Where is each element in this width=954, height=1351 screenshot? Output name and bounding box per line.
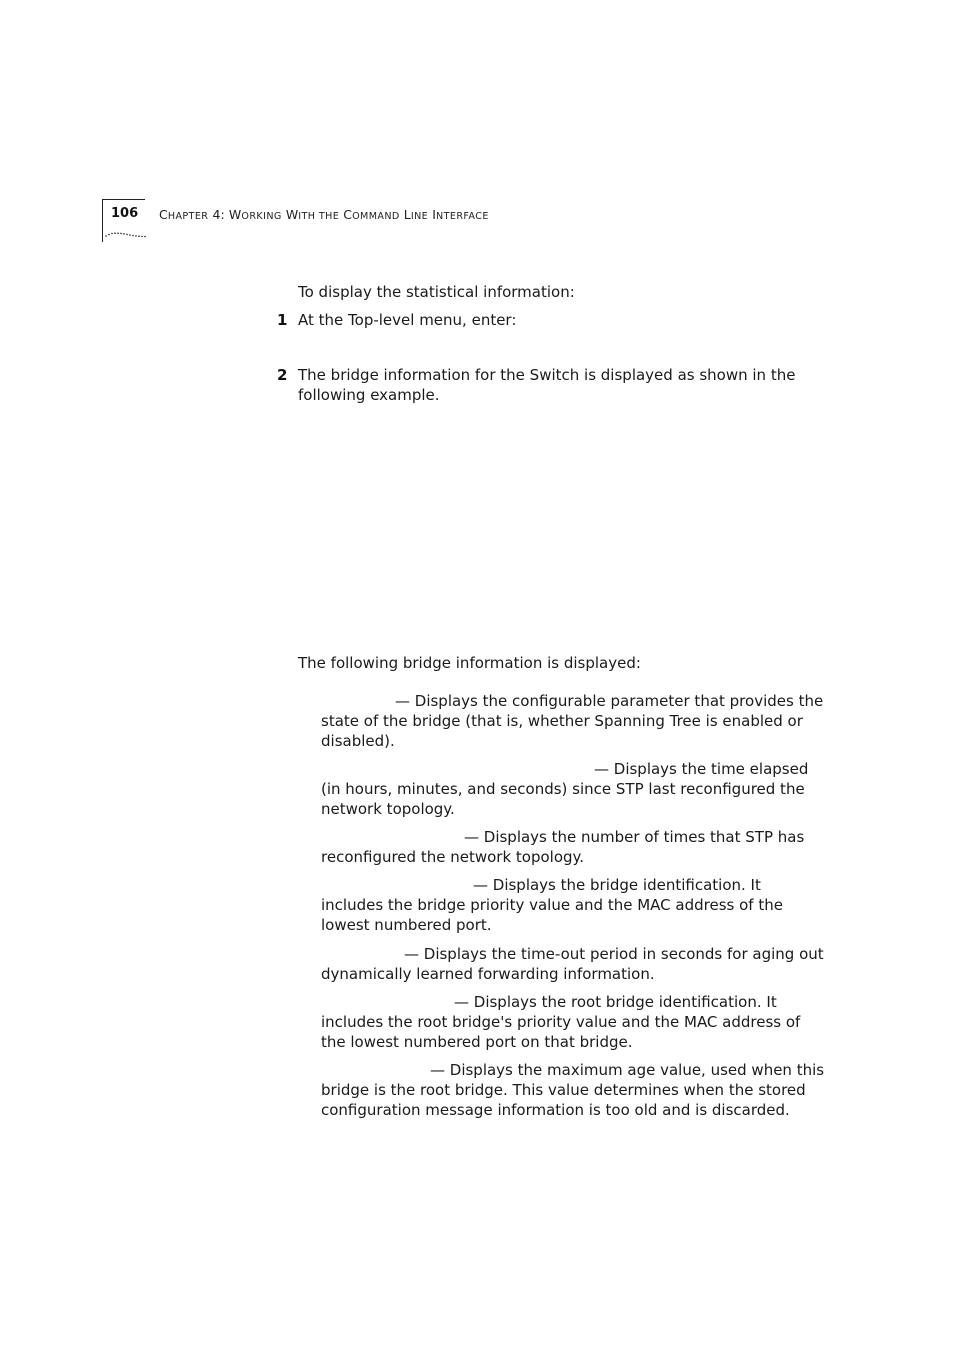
description-item: — Displays the configurable parameter that provides the state of the bridge (that is, whether Spanning Tree is enabled or disabled). bbox=[321, 692, 824, 750]
rh-part: W bbox=[285, 207, 299, 222]
rh-part: INE bbox=[410, 211, 429, 222]
rh-part: C bbox=[159, 207, 168, 222]
page-number: 106 bbox=[111, 206, 139, 221]
list-intro: The following bridge information is displayed: bbox=[298, 654, 641, 672]
rh-part: I bbox=[432, 207, 437, 222]
rh-part: W bbox=[228, 207, 242, 222]
step-number: 1 bbox=[277, 311, 288, 329]
running-head bbox=[159, 207, 489, 222]
rh-part: ORKING bbox=[241, 211, 282, 222]
step-number: 2 bbox=[277, 366, 288, 384]
description-item: — Displays the time elapsed (in hours, minutes, and seconds) since STP last reconfigured the network topology. bbox=[321, 760, 809, 818]
rh-part: ITH THE bbox=[298, 211, 340, 222]
rh-part: C bbox=[343, 207, 353, 222]
description-item: — Displays the bridge identification. It includes the bridge priority value and the MAC address of the lowest numbered port. bbox=[321, 876, 783, 934]
rh-part: OMMAND bbox=[352, 211, 400, 222]
header-rule-horizontal bbox=[102, 199, 145, 200]
header-rule-vertical bbox=[102, 199, 103, 242]
rh-part: 4: bbox=[208, 207, 229, 222]
rh-part: L bbox=[403, 207, 411, 222]
rh-part: HAPTER bbox=[167, 211, 209, 222]
description-item: — Displays the time-out period in seconds for aging out dynamically learned forwarding information. bbox=[321, 945, 824, 983]
intro-paragraph: To display the statistical information: bbox=[298, 283, 575, 301]
description-item: — Displays the root bridge identification. It includes the root bridge's priority value and the MAC address of the lowest numbered port on that bridge. bbox=[321, 993, 801, 1051]
description-item: — Displays the number of times that STP has reconfigured the network topology. bbox=[321, 828, 805, 866]
step-text: At the Top-level menu, enter: bbox=[298, 311, 517, 329]
description-item: — Displays the maximum age value, used when this bridge is the root bridge. This value determines when the stored configuration message information is too old and is discarded. bbox=[321, 1061, 825, 1119]
dotted-ornament-icon bbox=[104, 232, 146, 238]
step-text: The bridge information for the Switch is displayed as shown in the following example. bbox=[298, 366, 796, 404]
rh-part: NTERFACE bbox=[436, 211, 489, 222]
